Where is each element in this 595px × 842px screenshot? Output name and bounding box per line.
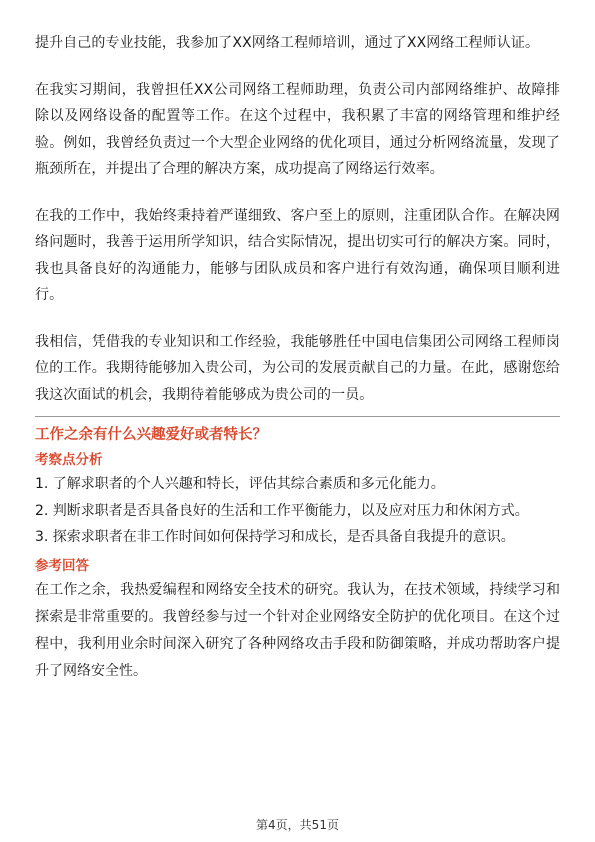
body-paragraph-2: 在我实习期间，我曾担任XX公司网络工程师助理，负责公司内部网络维护、故障排除以及网络设备的配置等工作。在这个过程中，我积累了丰富的网络管理和维护经验。例如，我曾经负责过一个大型企业网络的优化项目，通过分析网络流量，发现了瓶颈所在，并提出了合理的解决方案，成功提高了网络运行效率。 bbox=[35, 81, 560, 177]
analysis-point-2: 2. 判断求职者是否具备良好的生活和工作平衡能力，以及应对压力和休闲方式。 bbox=[35, 502, 529, 519]
section-divider bbox=[35, 416, 560, 417]
answer-heading: 参考回答 bbox=[35, 557, 89, 574]
document-page bbox=[35, 30, 560, 685]
answer-paragraph: 在工作之余，我热爱编程和网络安全技术的研究。我认为，在技术领域，持续学习和探索是非常重要的。我曾经参与过一个针对企业网络安全防护的优化项目。在这个过程中，我利用业余时间深入研究了各种网络攻击手段和防御策略，并成功帮助客户提升了网络安全性。 bbox=[35, 581, 560, 679]
analysis-list bbox=[35, 471, 560, 551]
page-footer: 第4页，共51页 bbox=[256, 818, 339, 832]
body-paragraph-1: 提升自己的专业技能，我参加了XX网络工程师培训，通过了XX网络工程师认证。 bbox=[35, 35, 540, 51]
analysis-point-1: 1. 了解求职者的个人兴趣和特长，评估其综合素质和多元化能力。 bbox=[35, 476, 445, 492]
body-paragraph-3: 在我的工作中，我始终秉持着严谨细致、客户至上的原则，注重团队合作。在解决网络问题时，我善于运用所学知识，结合实际情况，提出切实可行的解决方案。同时，我也具备良好的沟通能力，能够与团队成员和客户进行有效沟通，确保项目顺利进行。 bbox=[35, 207, 560, 303]
analysis-point-3: 3. 探索求职者在非工作时间如何保持学习和成长，是否具备自我提升的意识。 bbox=[35, 529, 515, 545]
question-title: 工作之余有什么兴趣爱好或者特长？ bbox=[35, 427, 267, 443]
body-paragraph-4: 我相信，凭借我的专业知识和工作经验，我能够胜任中国电信集团公司网络工程师岗位的工作。我期待能够加入贵公司，为公司的发展贡献自己的力量。在此，感谢您给我这次面试的机会，我期待着能够成为贵公司的一员。 bbox=[35, 333, 560, 403]
analysis-heading: 考察点分析 bbox=[35, 452, 103, 468]
